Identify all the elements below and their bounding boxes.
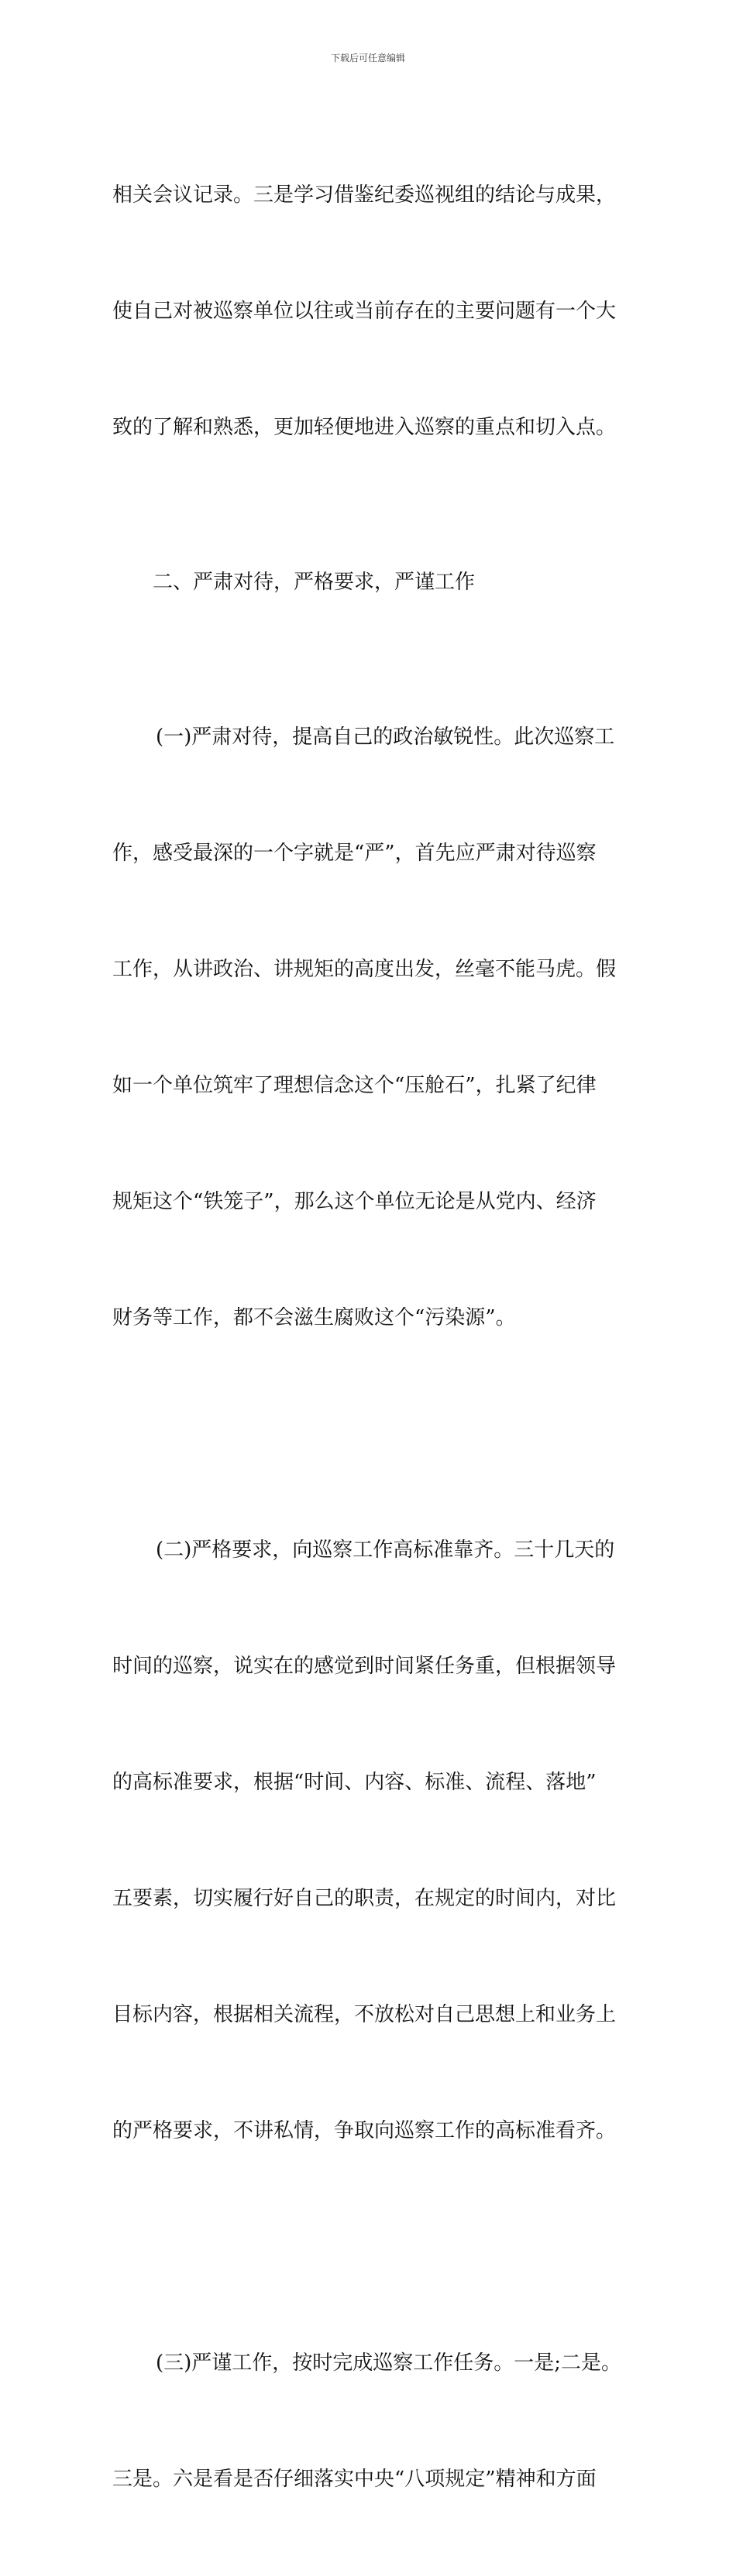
text-line: 时间的巡察，说实在的感觉到时间紧任务重，但根据领导 bbox=[112, 1655, 617, 1678]
text-line: 工作，从讲政治、讲规矩的高度出发，丝毫不能马虎。假 bbox=[112, 958, 617, 981]
text-line: 相关会议记录。三是学习借鉴纪委巡视组的结论与成果， bbox=[112, 184, 617, 207]
text-line: (一)严肃对待，提高自己的政治敏锐性。此次巡察工 bbox=[156, 725, 615, 749]
paragraph-3 bbox=[112, 2266, 628, 2576]
text-line: 五要素，切实履行好自己的职责，在规定的时间内，对比 bbox=[112, 1887, 617, 1910]
text-line: (三)严谨工作，按时完成巡察工作任务。一是;二是。 bbox=[156, 2351, 622, 2375]
text-line: 三是。六是看是否仔细落实中央“八项规定”精神和方面 bbox=[112, 2468, 597, 2491]
document-body bbox=[112, 98, 628, 2576]
text-line: 的严格要求，不讲私情，争取向巡察工作的高标准看齐。 bbox=[112, 2119, 617, 2142]
text-line: 规矩这个“铁笼子”，那么这个单位无论是从党内、经济 bbox=[112, 1190, 597, 1213]
text-line: 使自己对被巡察单位以往或当前存在的主要问题有一个大 bbox=[112, 300, 617, 323]
paragraph-1 bbox=[112, 640, 628, 1415]
text-line: 的高标准要求，根据“时间、内容、标准、流程、落地” bbox=[112, 1771, 597, 1794]
text-line: 作，感受最深的一个字就是“严”，首先应严肃对待巡察 bbox=[112, 842, 597, 865]
text-line: (二)严格要求，向巡察工作高标准靠齐。三十几天的 bbox=[156, 1538, 615, 1562]
text-line: 目标内容，根据相关流程，不放松对自己思想上和业务上 bbox=[112, 2003, 617, 2026]
page-header-note: 下载后可任意编辑 bbox=[330, 53, 405, 63]
text-line: 致的了解和熟悉，更加轻便地进入巡察的重点和切入点。 bbox=[112, 416, 617, 439]
section-heading: 二、严肃对待，严格要求，严谨工作 bbox=[153, 571, 476, 594]
text-line: 财务等工作，都不会滋生腐败这个“污染源”。 bbox=[112, 1306, 516, 1329]
text-line: 如一个单位筑牢了理想信念这个“压舱石”，扎紧了纪律 bbox=[112, 1074, 597, 1097]
paragraph-2 bbox=[112, 1453, 628, 2228]
paragraph-intro bbox=[112, 98, 628, 524]
